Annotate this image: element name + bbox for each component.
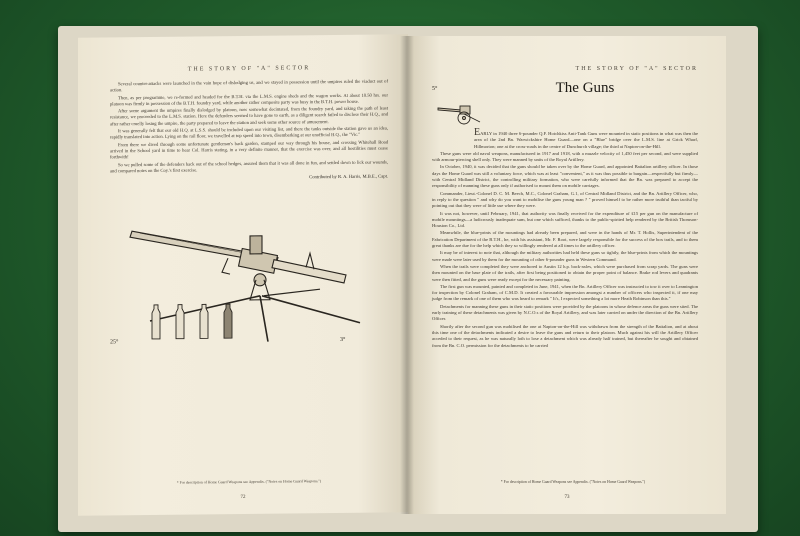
paragraph: It was not, however, until February, 1941, that authority was finally received for the expenditure of £15 per gun on the manufacture of mobile mountings—a ludicrously inadequate sum, but one which sufficed, thanks to the public-spirited help rendered by the British Thomson-Houston Co., Ltd. bbox=[432, 210, 698, 229]
running-head-right: THE STORY OF "A" SECTOR bbox=[575, 66, 698, 72]
tripod-gun-drawing bbox=[110, 191, 388, 344]
anti-tank-gun-icon bbox=[436, 98, 482, 126]
paragraph: Detachments for manning these guns in their static positions were provided by the platoons in whose defence areas the guns were sited. The early training of these detachments was given by N.C.O.s of the Royal Artillery, and was later carried on under the direction of the Bn. Artillery Officer. bbox=[432, 303, 698, 322]
running-head-left: THE STORY OF "A" SECTOR bbox=[187, 65, 311, 73]
footnote-right: * For description of Home Guard Weapons see Appendix. ("Notes on Home Guard Weapons.") bbox=[500, 480, 646, 484]
paragraph: It was generally felt that our old H.Q. at L.S.S. should be included upon our visiting list, and there the tanks outside the station gave us an idea, rapidly translated into action. Lying on the rail floor, we travelled at top speed into town, disembarking at our unofficial H.Q., the "Vic." bbox=[110, 125, 388, 140]
figure-angle-label: 5° bbox=[432, 86, 438, 92]
contributor-signature: Contributed by R. A. Harris, M.B.E., Capt. bbox=[309, 173, 388, 180]
paragraph: After some argument the umpires finally dislodged by platoon, now somewhat decimated, from the foundry yard, and taking the path of least resistance, we proceeded to the L.M.S. station. Here the defenders seemed to have gone to earth, as a diligent search failed to disclose their H.Q., and after rather cruelly losing the umpire, the party prepared to leave the station and seek some other source of amusement. bbox=[110, 105, 388, 127]
chapter-header bbox=[432, 80, 698, 130]
right-page bbox=[408, 36, 726, 514]
page-number-right: 73 bbox=[564, 495, 570, 500]
paragraph: The first gun was mounted, painted and completed in June, 1941, when the Bn. Artillery Officer was instructed to tow it over to Leamington for inspection by Colonel Graham, of C.M.D. It created a favourable impression amongst a number of officers who inspected it, if one may judge from the remark of one of them who was heard to remark " It's, I expected something a lot more Heath Robinson than this." bbox=[432, 283, 699, 302]
paragraph: It may be of interest to note that, although the military authorities had held these guns so tightly, the blue-prints from which the mountings were made were later used by them for the mounting of other 6-pounder guns in Western Command. bbox=[432, 250, 698, 262]
intro-paragraph bbox=[474, 127, 698, 150]
paragraph: So we pulled some of the defenders back out of the school hedges, assured them that it was all done in fun, and settled down to lick our wounds, and compared notes on the Coy.'s first exercise. bbox=[110, 159, 388, 174]
paragraph: When the trails were completed they were anchored to Austin 12 h.p. back-axles, which were purchased from scrap yards. The guns were then mounted on the base plate of the trails, after first being positioned to obtain the proper point of balance. Brake rod levers and quadrants were then fitted, and the guns were ready except for the necessary painting. bbox=[432, 263, 698, 282]
figure-angle-label: 25° bbox=[110, 339, 119, 346]
drop-cap: E bbox=[474, 127, 481, 138]
figure-angle-label: 3° bbox=[340, 337, 346, 344]
book-gutter bbox=[400, 36, 414, 514]
paragraph: Meanwhile, the blue-prints of the mountings had already been prepared, and were in the hands of Mr. T. Hollis, Superintendent of the Fabrication Department of the B.T.H., he, with his assistant, Mr. F. Root, were largely responsible for the success of the box trails, and to them great thanks are due for the help which they so willingly rendered at all times to the artillery officer. bbox=[432, 230, 698, 249]
paragraph: From there we dived through some unfortunate gentleman's back garden, stamped our way through his house, and crossing Whitehall Road arrived in the School yard in time to hear Col. Harris stating, in a very definite manner, that the exercise was over, and all hostilities must cease forthwith! bbox=[110, 139, 388, 160]
machine-gun-illustration bbox=[110, 191, 388, 344]
chapter-title: The Guns bbox=[555, 80, 615, 96]
footnote-left: * For description of Home Guard Weapons see Appendix. ("Notes on Home Guard Weapons.") bbox=[176, 479, 322, 485]
page-number-left: 72 bbox=[240, 494, 246, 501]
paragraph: Several counter-attacks were launched in the vain hope of dislodging us, and we stayed in possession until the umpires ruled the viaduct out of action. bbox=[110, 78, 388, 93]
paragraph: Then, as per programme, we re-formed and headed for the B.T.H. via the L.M.S. engine sheds and the wagon works. At about 10.50 hrs. our platoon was firmly in possession of the B.T.H. foundry yard, while another rather composite party was busy in the B.T.H. power house. bbox=[110, 92, 388, 107]
paragraph: In October, 1940, it was decided that the guns should be taken over by the Home Guard, and appointed Battalion artillery officer. In those days the Home Guard was still a voluntary force, which was at least "convenient," as it was thus possible to bargain—respectfully but firmly—with Central Midland District, the controlling military formation, who were carefully informed that the Bn. was prepared to accept the responsibility of manning these guns only if authorised to mount them on mobile carriages. bbox=[432, 164, 698, 189]
left-page-text bbox=[110, 78, 388, 181]
paragraph: Commander, Lieut.-Colonel D. C. M. Beech, M.C., Colonel Graham, G.1, of Central Midland District, and the Bn. Artillery Officer, who, in reply to the question " and why do you want to mobilise the guns young man ? " proved himself to be rather more truthful than tactful by pointing out that they were of little use where they were. bbox=[432, 190, 698, 209]
paragraph: Shortly after the second gun was mobilised the one at Napton-on-the-Hill was withdrawn from the strength of the Battalion, and at about this time one of the detachments indicated a desire to leave the guns and return to their platoon. Much against his will the Artillery Officer acceded to their request, as he was naturally loth to lose a detachment which was already half trained, but thereafter he sought and obtained from the Bn. C.O. permission for the detachments to be carried bbox=[432, 323, 698, 348]
intro-text: ARLY in 1940 three 6-pounder Q.F. Hotchkiss Anti-Tank Guns were mounted in static positions in what was then the area of the 2nd Bn. Warwickshire Home Guard—one on a "Blue" bridge over the L.M.S. line at Grick Wharf, Hillmorton; one at the cross-roads in the centre of Dunchurch village; the third at Napton-on-the-Hill. bbox=[474, 131, 698, 149]
right-page-text bbox=[432, 127, 699, 349]
paragraph: These guns were old naval weapons, manufactured in 1917 and 1918, with a muzzle velocity of 1,450 feet per second, and were supplied with armour-piercing shell only. They were manned by units of the Royal Artillery. bbox=[432, 150, 698, 163]
left-page bbox=[78, 34, 408, 515]
